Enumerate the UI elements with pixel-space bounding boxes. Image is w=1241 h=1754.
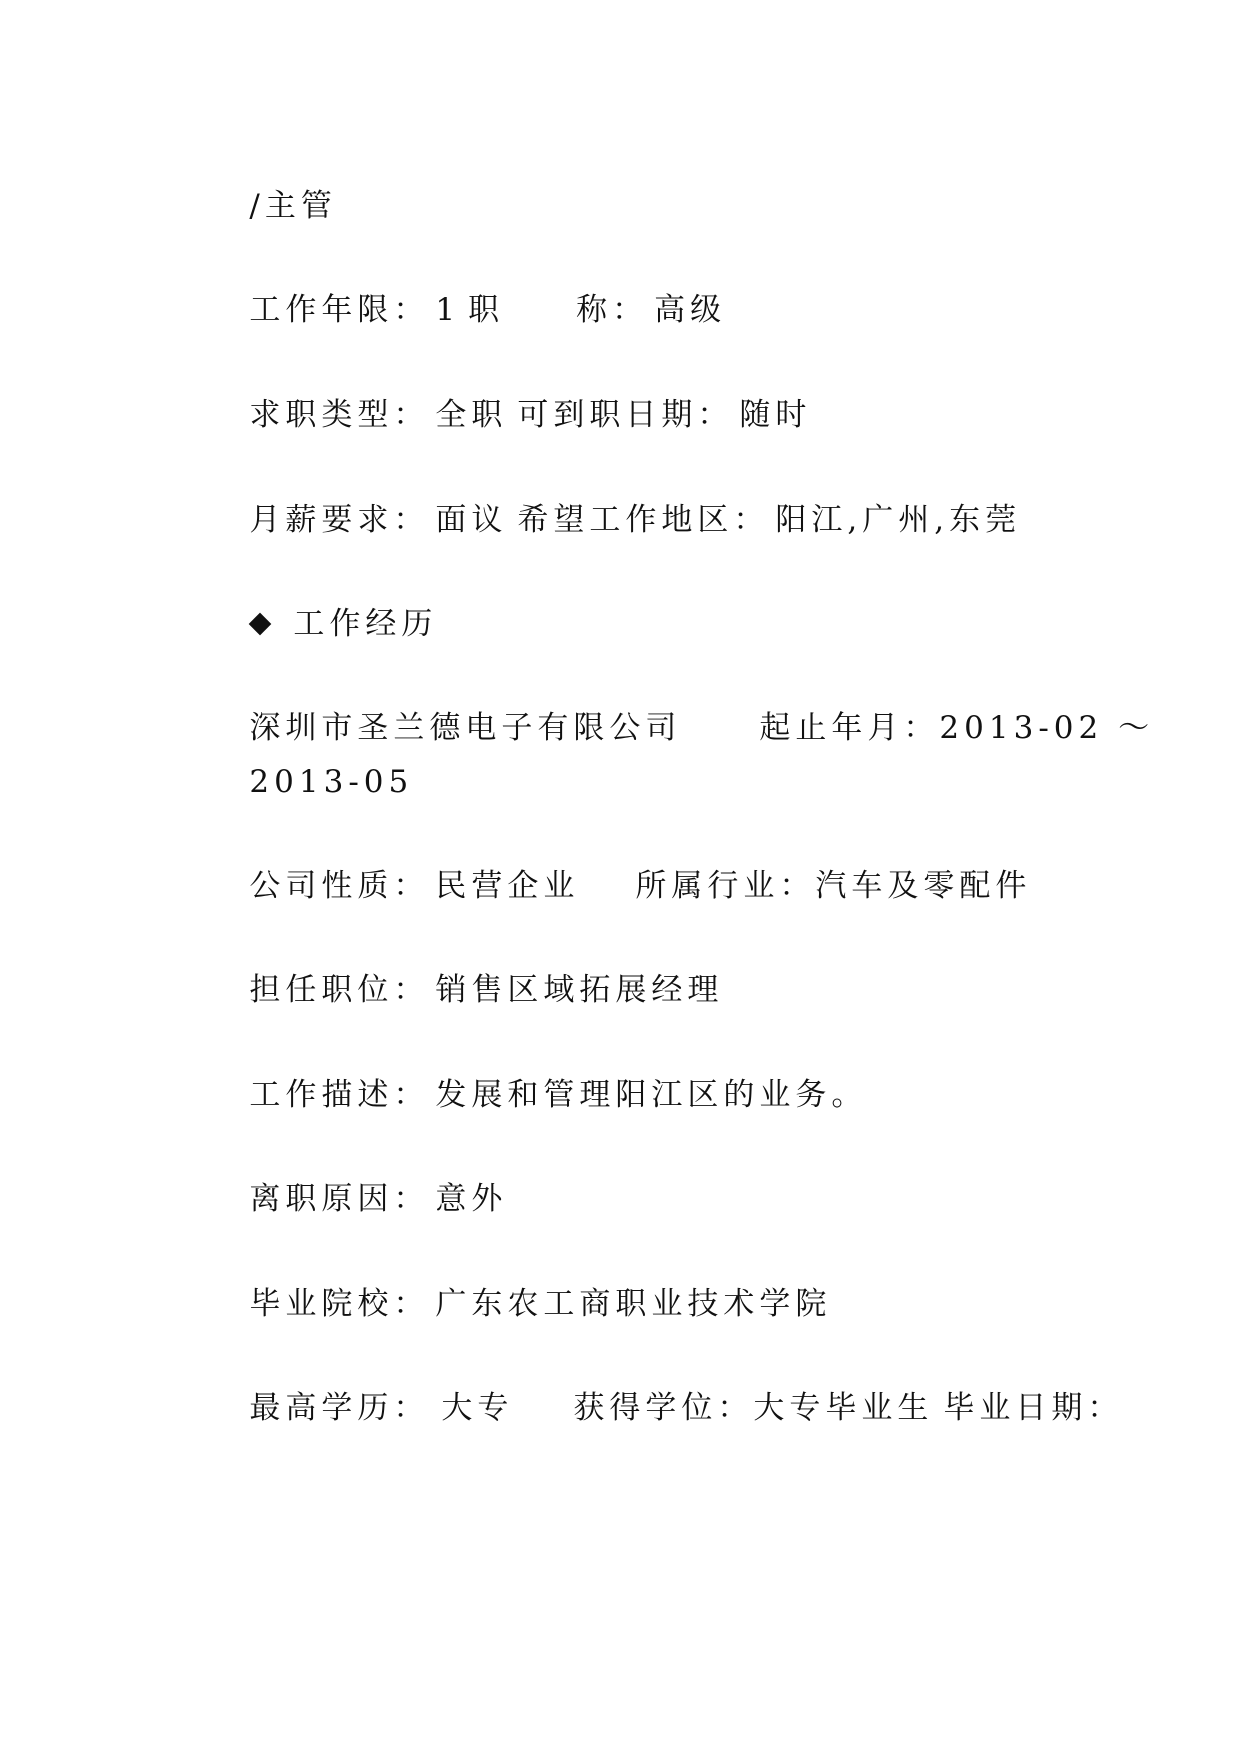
- industry-label: 所属行业：: [635, 868, 816, 904]
- degree-value: 大专毕业生: [753, 1390, 934, 1426]
- section-work-title: 工作经历: [293, 606, 438, 642]
- period-label: 起止年月：: [759, 710, 940, 746]
- school-row: [190, 1244, 831, 1364]
- period-end-row: [190, 722, 413, 842]
- period-start: 2013-02 ～: [939, 710, 1155, 746]
- leave-reason-value: 意外: [435, 1181, 508, 1217]
- section-work-heading: [190, 564, 437, 684]
- title-value: 高级: [654, 292, 727, 328]
- location-value: 阳江,广州,东莞: [775, 502, 1022, 538]
- jobtype-label: 求职类型：: [249, 397, 430, 433]
- years-title-row: [190, 250, 726, 370]
- diamond-bullet-icon: [249, 613, 271, 635]
- position-value: 销售区域拓展经理: [435, 972, 724, 1008]
- period-end: 2013-05: [249, 764, 414, 800]
- available-label: 可到职日期：: [517, 397, 734, 433]
- description-label: 工作描述：: [249, 1077, 430, 1113]
- position-label: 担任职位：: [249, 972, 430, 1008]
- nature-value: 民营企业: [435, 868, 580, 904]
- position-continuation-text: /主管: [249, 188, 337, 224]
- position-continuation: [190, 146, 337, 266]
- available-value: 随时: [739, 397, 812, 433]
- leave-reason-label: 离职原因：: [249, 1181, 430, 1217]
- industry-value: 汽车及零配件: [815, 868, 1032, 904]
- degree-label: 获得学位：: [573, 1390, 754, 1426]
- education-row: [190, 1348, 1123, 1468]
- education-value: 大专: [441, 1390, 514, 1426]
- description-row: [190, 1035, 867, 1155]
- salary-value: 面议: [435, 502, 508, 538]
- leave-reason-row: [190, 1139, 507, 1259]
- position-row: [190, 930, 723, 1050]
- jobtype-value: 全职: [435, 397, 508, 433]
- nature-label: 公司性质：: [249, 868, 430, 904]
- education-label: 最高学历：: [249, 1390, 430, 1426]
- nature-industry-row: [190, 826, 1031, 946]
- salary-row: [190, 460, 1021, 580]
- years-value: 1: [435, 292, 461, 328]
- location-label: 希望工作地区：: [517, 502, 770, 538]
- years-label: 工作年限：: [249, 292, 430, 328]
- salary-label: 月薪要求：: [249, 502, 430, 538]
- title-label: 职 称：: [468, 292, 649, 328]
- school-label: 毕业院校：: [249, 1286, 430, 1322]
- company-name: 深圳市圣兰德电子有限公司: [249, 710, 682, 746]
- school-value: 广东农工商职业技术学院: [435, 1286, 832, 1322]
- jobtype-row: [190, 355, 811, 475]
- description-value: 发展和管理阳江区的业务。: [435, 1077, 868, 1113]
- graduation-date-label: 毕业日期：: [943, 1390, 1124, 1426]
